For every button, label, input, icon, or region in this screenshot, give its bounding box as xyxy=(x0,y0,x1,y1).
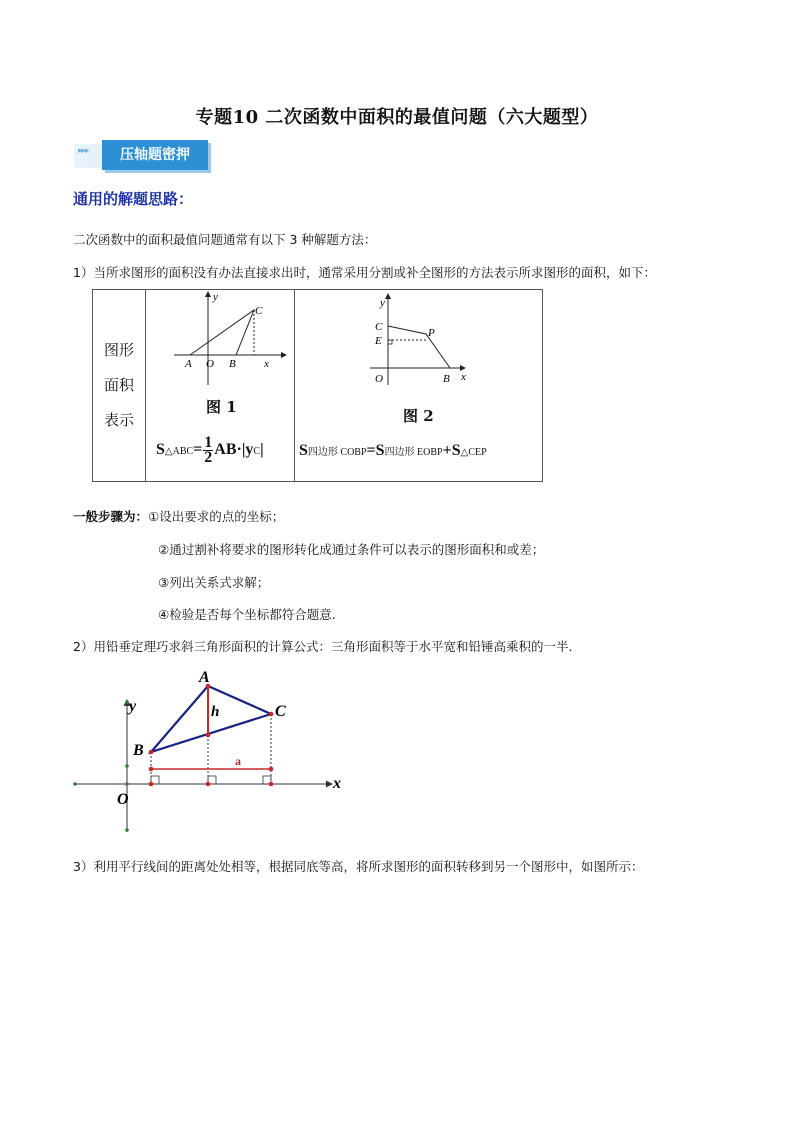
formula-s1: S xyxy=(299,442,308,459)
figure-2-cell xyxy=(295,290,543,482)
label-h: h xyxy=(211,704,220,720)
formula-rest-sub: C xyxy=(253,446,261,458)
figure-1-formula xyxy=(156,436,264,465)
formula-sub: △ABC xyxy=(164,446,194,458)
step-item: ①设出要求的点的坐标； xyxy=(148,509,285,524)
label-y: y xyxy=(129,698,137,715)
formula-s1-sub: 四边形 COBP xyxy=(307,447,367,458)
axis-point xyxy=(125,782,129,786)
fraction-numerator: 1 xyxy=(204,434,213,451)
badge-label: 压轴题密押 xyxy=(102,140,208,170)
method-2-paragraph: 2）用铅垂定理巧求斜三角形面积的计算公式：三角形面积等于水平宽和铅锤高乘积的一半. xyxy=(73,639,573,654)
label-c: C xyxy=(375,321,383,333)
step-item: ④检验是否每个坐标都符合题意. xyxy=(158,607,336,622)
formula-rest: AB·|y xyxy=(214,441,254,459)
formula-s3: S xyxy=(451,442,461,459)
axis-point xyxy=(125,764,129,768)
step-item: ③列出关系式求解； xyxy=(158,575,270,590)
step-item: ②通过割补将要求的图形转化成通过条件可以表示的图形面积和或差； xyxy=(158,542,545,557)
formula-plus: + xyxy=(442,442,452,459)
quadrilateral-cobp xyxy=(388,326,450,368)
formula-s3-sub: △CEP xyxy=(460,447,487,458)
label-b: B xyxy=(229,358,236,370)
label-o: O xyxy=(206,358,214,370)
label-a: A xyxy=(199,669,210,686)
figure-2-diagram xyxy=(295,290,542,390)
section-badge xyxy=(74,140,208,176)
point-marker xyxy=(269,782,274,787)
formula-end: | xyxy=(260,441,264,459)
formula-eq: = xyxy=(366,442,376,459)
point-c xyxy=(269,712,274,717)
label-x: x xyxy=(333,775,341,792)
label-y: y xyxy=(213,291,218,303)
figure-2-caption: 图 2 xyxy=(403,407,434,425)
axis-markers xyxy=(73,700,129,832)
axis-point xyxy=(73,782,77,786)
method-3-paragraph: 3）利用平行线间的距离处处相等，根据同底等高，将所求图形的面积转移到另一个图形中，如图所示： xyxy=(73,859,644,874)
point-marker xyxy=(149,782,154,787)
label-b: B xyxy=(133,742,144,759)
section-heading: 通用的解题思路： xyxy=(73,190,194,208)
label-b: B xyxy=(443,373,450,385)
figure-1-cell xyxy=(146,290,295,482)
row-label-line: 面积 xyxy=(103,376,134,394)
steps-label: 一般步骤为： xyxy=(73,509,149,524)
method-1-paragraph: 1）当所求图形的面积没有办法直接求出时，通常采用分割或补全图形的方法表示所求图形的面积，如下： xyxy=(73,265,656,280)
formula-s2: S xyxy=(375,442,385,459)
figure-table xyxy=(92,289,543,482)
row-label-line: 图形 xyxy=(103,341,134,359)
label-x: x xyxy=(461,371,466,383)
label-p: P xyxy=(428,327,435,339)
row-label-line: 表示 xyxy=(103,411,134,429)
point-marker xyxy=(206,782,211,787)
figure-1-diagram xyxy=(146,290,294,390)
formula-s2-sub: 四边形 EOBP xyxy=(384,447,443,458)
formula-s: S xyxy=(156,441,165,459)
fraction-denominator: 2 xyxy=(204,449,213,466)
figure-2-formula xyxy=(299,442,487,460)
label-o: O xyxy=(117,791,129,808)
point-d xyxy=(206,733,211,738)
label-x: x xyxy=(264,358,269,370)
label-a: A xyxy=(185,358,192,370)
formula-eq: = xyxy=(193,441,203,459)
steps-row-1 xyxy=(73,507,284,525)
axis-point xyxy=(125,828,129,832)
label-o: O xyxy=(375,373,383,385)
fraction xyxy=(203,436,213,465)
point-marker xyxy=(149,767,154,772)
figure-1-caption: 图 1 xyxy=(206,398,237,416)
badge-arrows-icon: ▸▸▸ xyxy=(78,146,89,156)
figure-3-diagram xyxy=(70,662,370,842)
point-markers xyxy=(149,684,274,787)
right-angle-mark xyxy=(388,340,392,344)
intro-paragraph: 二次函数中的面积最值问题通常有以下 3 种解题方法： xyxy=(73,232,377,247)
label-e: E xyxy=(375,335,382,347)
page-title: 专题10 二次函数中面积的最值问题（六大题型） xyxy=(195,107,599,128)
label-c: C xyxy=(275,703,286,720)
label-c: C xyxy=(255,305,263,317)
triangle-abc xyxy=(190,310,254,355)
label-y: y xyxy=(380,297,385,309)
label-a-width: a xyxy=(235,754,241,768)
row-label-cell xyxy=(93,290,146,482)
point-marker xyxy=(269,767,274,772)
point-b xyxy=(149,750,154,755)
